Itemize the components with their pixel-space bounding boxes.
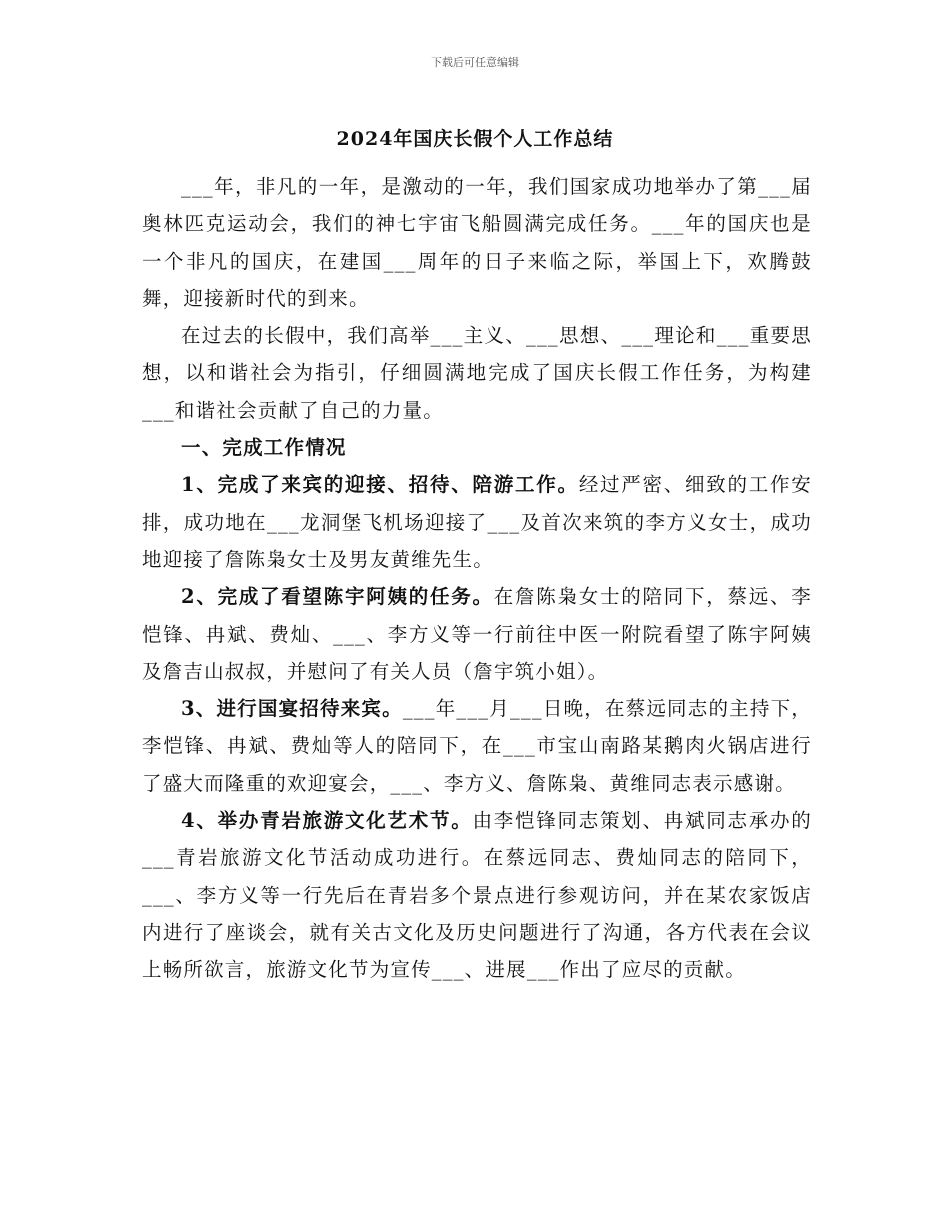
paragraph-lead: 4、举办青岩旅游文化艺术节。 [181,809,473,833]
paragraph-item-2 [142,578,812,690]
header-note: 下载后可任意编辑 [431,56,519,69]
section-heading [142,429,812,466]
paragraph-text: 在过去的长假中，我们高举___主义、___思想、___理论和___重要思想，以和谐社会为指引，仔细圆满地完成了国庆长假工作任务，为构建___和谐社会贡献了自己的力量。 [142,324,812,422]
document-body [142,168,812,989]
page-title: 2024年国庆长假个人工作总结 [336,128,614,150]
paragraph-item-3 [142,690,812,802]
paragraph-lead: 2、完成了看望陈宇阿姨的任务。 [181,585,494,609]
paragraph-text: ___年，非凡的一年，是激动的一年，我们国家成功地举办了第___届奥林匹克运动会，我们的神七宇宙飞船圆满完成任务。___年的国庆也是一个非凡的国庆，在建国___周年的日子来临之际，举国上下，欢腾鼓舞，迎接新时代的到来。 [142,175,812,310]
paragraph-intro [142,168,812,317]
paragraph-item-1 [142,466,812,578]
paragraph-text: ___年___月___日晚，在蔡远同志的主持下，李恺锋、冉斌、费灿等人的陪同下，在___市宝山南路某鹅肉火锅店进行了盛大而隆重的欢迎宴会，___、李方义、詹陈枭、黄维同志表示感谢。 [142,697,812,795]
paragraph-text: 经过严密、细致的工作安排，成功地在___龙洞堡飞机场迎接了___及首次来筑的李方义女士，成功地迎接了詹陈枭女士及男友黄维先生。 [142,473,813,571]
paragraph-lead: 1、完成了来宾的迎接、招待、陪游工作。 [181,473,579,497]
paragraph-item-4 [142,802,812,988]
section-heading-text: 一、完成工作情况 [181,436,347,460]
paragraph-text: 在詹陈枭女士的陪同下，蔡远、李恺锋、冉斌、费灿、___、李方义等一行前往中医一附院看望了陈宇阿姨及詹吉山叔叔，并慰问了有关人员（詹宇筑小姐）。 [142,585,812,683]
paragraph-lead: 3、进行国宴招待来宾。 [181,697,403,721]
paragraph-summary [142,317,812,429]
paragraph-text: 由李恺锋同志策划、冉斌同志承办的___青岩旅游文化节活动成功进行。在蔡远同志、费灿同志的陪同下，___、李方义等一行先后在青岩多个景点进行参观访问，并在某农家饭店内进行了座谈会，就有关古文化及历史问题进行了沟通，各方代表在会议上畅所欲言，旅游文化节为宣传___、进展___作出了应尽的贡献。 [142,809,812,982]
